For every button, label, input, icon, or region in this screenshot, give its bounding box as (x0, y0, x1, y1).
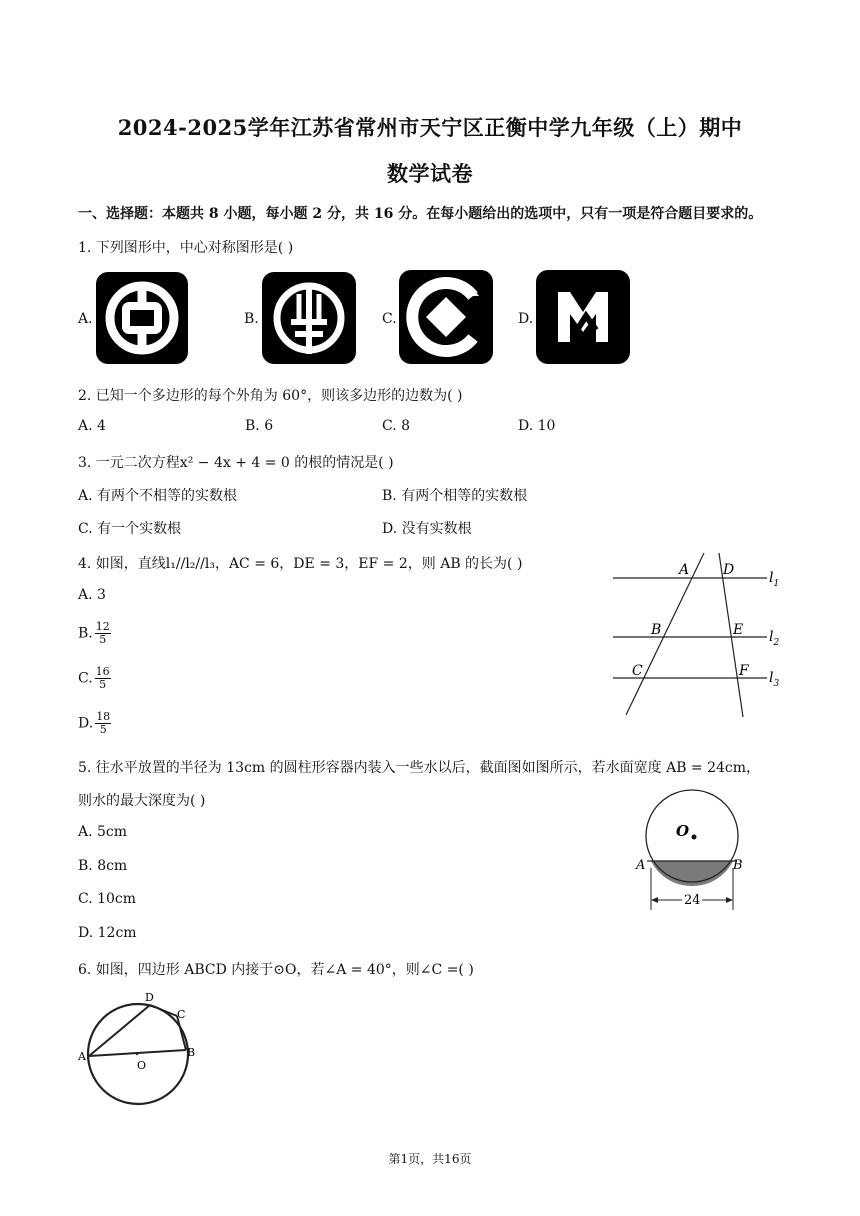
q3-option-b: B. 有两个相等的实数根 (382, 488, 528, 504)
q4-option-b (78, 621, 111, 646)
dim-arrow-left (651, 897, 658, 903)
chord-ad (89, 1005, 150, 1056)
label-l2 (769, 629, 779, 648)
label-a: A (78, 1050, 86, 1063)
center-point (692, 835, 697, 840)
q3-option-c: C. 有一个实数根 (78, 521, 182, 537)
q1-option-d-label: D. (518, 311, 534, 327)
q4-option-b-fraction (95, 621, 111, 646)
dim-arrow-right (726, 897, 733, 903)
label-o: O (676, 822, 690, 840)
label-b: B (733, 858, 743, 873)
q4-option-b-denominator: 5 (99, 633, 107, 646)
page-title: 2024-2025学年江苏省常州市天宁区正衡中学九年级（上）期中 (117, 115, 743, 140)
q2-option-b: B. 6 (245, 418, 274, 434)
label-l2-letter: l (769, 629, 774, 645)
center-o (136, 1053, 138, 1055)
label-e: E (733, 622, 744, 638)
q4-option-b-numerator: 12 (95, 620, 110, 633)
q4-option-c (78, 666, 111, 691)
q4-option-d-label: D. (78, 715, 94, 732)
label-d: D (145, 991, 154, 1004)
q5-option-d: D. 12cm (78, 925, 137, 941)
bank-of-china-logo-icon (96, 272, 188, 364)
label-l3-sub: 3 (773, 679, 780, 689)
q4-option-d-fraction (95, 711, 111, 736)
q5-option-b: B. 8cm (78, 858, 128, 874)
q4-option-d (78, 711, 111, 736)
q3-stem: 3. 一元二次方程x² − 4x + 4 = 0 的根的情况是( ) (78, 455, 394, 471)
q2-option-a: A. 4 (78, 418, 106, 434)
q6-cyclic-quadrilateral-figure (76, 988, 206, 1110)
chord-cb (177, 1016, 186, 1050)
label-d: D (723, 562, 735, 578)
q3-option-a: A. 有两个不相等的实数根 (78, 488, 238, 504)
section-header: 一、选择题：本题共 8 小题，每小题 2 分，共 16 分。在每小题给出的选项中，只有一项是符合题目要求的。 (78, 206, 763, 222)
label-b: B (651, 622, 662, 638)
q4-stem: 4. 如图，直线l₁//l₂//l₃，AC = 6，DE = 3，EF = 2，则 AB 的长为( ) (78, 556, 523, 572)
q2-option-d: D. 10 (518, 418, 556, 434)
q4-option-c-numerator: 16 (95, 665, 110, 678)
label-a: A (679, 562, 690, 578)
label-l1-sub: 1 (773, 579, 780, 589)
label-o: O (137, 1059, 147, 1072)
transversal-ac (626, 553, 704, 715)
q1-option-b-label: B. (244, 311, 259, 327)
dim-label: 24 (684, 893, 701, 908)
q2-option-c: C. 8 (382, 418, 411, 434)
label-a: A (636, 858, 646, 873)
construction-bank-logo-icon (399, 270, 493, 364)
q1-option-a-label: A. (78, 311, 93, 327)
label-b: B (187, 1046, 196, 1059)
q2-stem: 2. 已知一个多边形的每个外角为 60°，则该多边形的边数为( ) (78, 388, 463, 404)
q3-option-d: D. 没有实数根 (382, 521, 472, 537)
q6-stem: 6. 如图，四边形 ABCD 内接于⊙O，若∠A = 40°，则∠C =( ) (78, 962, 474, 978)
page-subtitle: 数学试卷 (387, 161, 473, 186)
q4-option-a: A. 3 (78, 587, 106, 603)
q4-option-c-label: C. (78, 670, 93, 687)
page-footer: 第1页，共16页 (388, 1152, 472, 1166)
q4-parallel-lines-figure (605, 545, 795, 725)
q4-option-c-fraction (95, 666, 111, 691)
label-f: F (739, 663, 749, 679)
q1-stem: 1. 下列图形中，中心对称图形是( ) (78, 240, 294, 256)
q5-stem-line1: 5. 往水平放置的半径为 13cm 的圆柱形容器内装入一些水以后，截面图如图所示，若水面宽度 AB = 24cm， (78, 760, 761, 776)
label-l3-letter: l (769, 670, 774, 686)
q4-option-b-label: B. (78, 625, 93, 642)
label-l2-sub: 2 (773, 638, 780, 648)
q5-circle-water-figure (630, 782, 754, 914)
q5-option-c: C. 10cm (78, 891, 137, 907)
chord-dc (150, 1005, 177, 1016)
label-c: C (177, 1008, 186, 1021)
q4-option-c-denominator: 5 (99, 678, 107, 691)
label-c: C (632, 663, 643, 679)
label-l1-letter: l (769, 570, 774, 586)
label-l1 (769, 570, 779, 589)
merchants-bank-logo-icon (536, 270, 630, 364)
q5-stem-line2: 则水的最大深度为( ) (78, 793, 206, 809)
label-l3 (769, 670, 779, 689)
q1-option-c-label: C. (382, 311, 397, 327)
agricultural-bank-logo-icon (262, 272, 356, 364)
q4-option-d-numerator: 18 (96, 710, 111, 723)
q5-option-a: A. 5cm (78, 824, 128, 840)
q4-option-d-denominator: 5 (99, 723, 107, 736)
